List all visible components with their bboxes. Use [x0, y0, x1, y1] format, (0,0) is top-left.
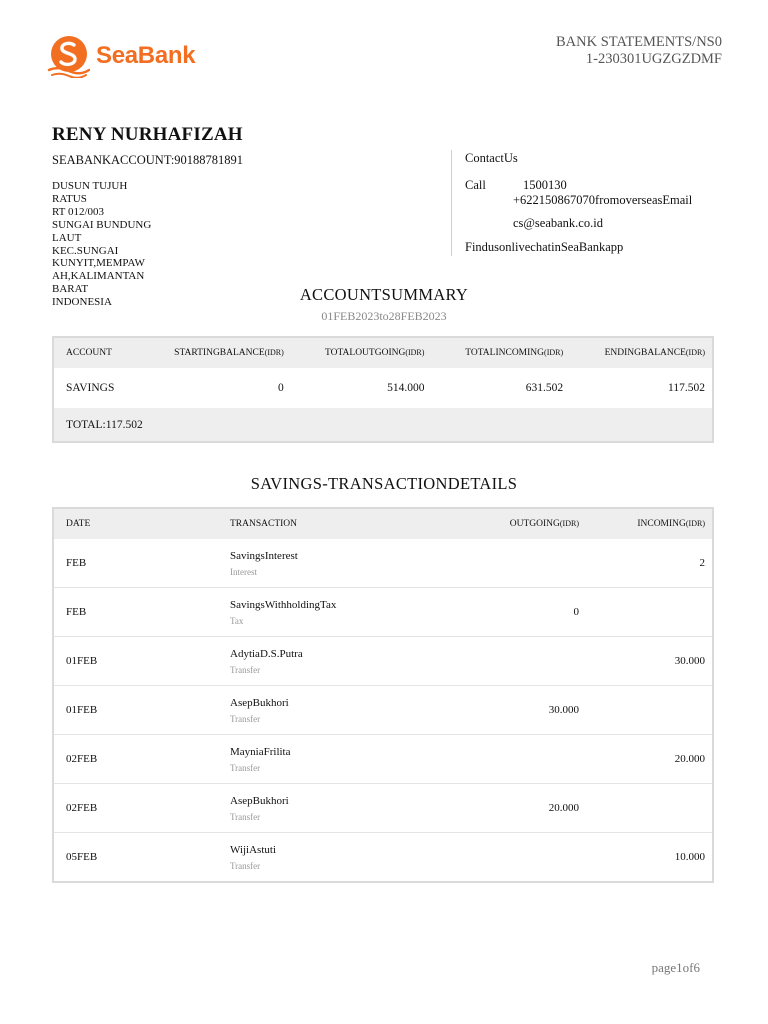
details-title: SAVINGS-TRANSACTIONDETAILS — [250, 474, 518, 493]
tx-type: Transfer — [230, 860, 261, 871]
table-row — [54, 833, 712, 882]
tx-name: AsepBukhori — [230, 696, 289, 709]
tx-outgoing — [437, 735, 609, 784]
address-line: RT 012/003 — [52, 205, 105, 218]
starting-balance: 0 — [278, 382, 284, 394]
tx-outgoing: 20.000 — [437, 784, 609, 833]
address-line: INDONESIA — [52, 296, 112, 309]
tx-date: 01FEB — [54, 686, 223, 735]
col-transaction: TRANSACTION — [223, 509, 437, 539]
contact-divider — [451, 150, 452, 256]
address-line: SUNGAI BUNDUNG — [52, 218, 152, 231]
address-line: BARAT — [52, 283, 89, 296]
transaction-details-table — [52, 507, 714, 883]
tx-description — [223, 539, 437, 588]
col-account: ACCOUNT — [54, 338, 138, 368]
customer-name: RENY NURHAFIZAH — [52, 124, 243, 145]
table-row — [54, 539, 712, 588]
table-row — [54, 735, 712, 784]
tx-incoming: 30.000 — [609, 637, 712, 686]
tx-type: Interest — [230, 566, 257, 577]
account-number: SEABANKACCOUNT:90188781891 — [52, 153, 244, 167]
tx-outgoing: 30.000 — [437, 686, 609, 735]
address-line: AH,KALIMANTAN — [52, 270, 145, 283]
col-incoming: INCOMING(IDR) — [609, 509, 712, 539]
tx-outgoing: 0 — [437, 588, 609, 637]
call-overseas: +622150867070fromoverseasEmail — [513, 193, 693, 207]
tx-incoming — [609, 784, 712, 833]
tx-outgoing — [437, 637, 609, 686]
tx-name: SavingsInterest — [230, 549, 298, 562]
call-number: 1500130 — [523, 178, 567, 192]
tx-description — [223, 784, 437, 833]
statement-id: BANK STATEMENTS/NS01-230301UGZGZDMF — [555, 34, 722, 67]
address-line: KEC.SUNGAI — [52, 244, 119, 257]
summary-total-row — [54, 408, 712, 441]
tx-date: FEB — [54, 588, 223, 637]
summary-title: ACCOUNTSUMMARY — [299, 285, 469, 304]
tx-incoming: 20.000 — [609, 735, 712, 784]
summary-header-row — [54, 338, 712, 368]
tx-name: AdytiaD.S.Putra — [230, 647, 303, 660]
col-total-outgoing: TOTALOUTGOING(IDR) — [291, 338, 432, 368]
tx-incoming — [609, 588, 712, 637]
account-type: SAVINGS — [66, 382, 115, 394]
tx-description — [223, 735, 437, 784]
tx-type: Transfer — [230, 664, 261, 675]
tx-type: Transfer — [230, 811, 261, 822]
tx-date: 02FEB — [54, 784, 223, 833]
tx-type: Transfer — [230, 762, 261, 773]
tx-date: FEB — [66, 557, 87, 569]
contact-email[interactable]: cs@seabank.co.id — [513, 216, 603, 230]
table-row — [54, 588, 712, 637]
tx-incoming: 2 — [699, 557, 705, 569]
summary-period: 01FEB2023to28FEB2023 — [321, 309, 447, 323]
tx-date: 01FEB — [54, 637, 223, 686]
call-label: Call — [465, 178, 486, 192]
address-line: RATUS — [52, 192, 87, 205]
tx-outgoing — [437, 833, 609, 882]
tx-name: MayniaFrilita — [230, 745, 291, 758]
table-row — [54, 784, 712, 833]
tx-date: 02FEB — [54, 735, 223, 784]
ending-balance: 117.502 — [668, 382, 705, 394]
tx-incoming: 10.000 — [609, 833, 712, 882]
tx-type: Tax — [230, 615, 244, 626]
total-outgoing: 514.000 — [387, 382, 425, 394]
table-row — [54, 637, 712, 686]
tx-description — [223, 588, 437, 637]
contact-title: ContactUs — [465, 151, 518, 165]
col-total-incoming: TOTALINCOMING(IDR) — [431, 338, 570, 368]
tx-description — [223, 833, 437, 882]
tx-description — [223, 637, 437, 686]
account-summary-table — [52, 336, 714, 443]
brand-name: SeaBank — [96, 42, 196, 69]
tx-incoming — [609, 686, 712, 735]
seabank-logo — [46, 34, 195, 78]
tx-name: WijiAstuti — [230, 843, 277, 856]
tx-name: AsepBukhori — [230, 794, 289, 807]
tx-outgoing — [437, 539, 609, 588]
table-row — [54, 368, 712, 408]
tx-description — [223, 686, 437, 735]
page-number: page1of6 — [651, 960, 700, 975]
details-header-row — [54, 509, 712, 539]
tx-type: Transfer — [230, 713, 261, 724]
total-incoming: 631.502 — [525, 382, 564, 394]
address-line: LAUT — [52, 231, 82, 244]
tx-name: SavingsWithholdingTax — [230, 598, 337, 611]
address-line: DUSUN TUJUH — [52, 180, 128, 192]
summary-total: TOTAL:117.502 — [54, 408, 712, 441]
col-ending-balance: ENDINGBALANCE(IDR) — [570, 338, 712, 368]
col-date: DATE — [54, 509, 223, 539]
address-line: KUNYIT,MEMPAW — [52, 257, 145, 270]
col-starting-balance: STARTINGBALANCE(IDR) — [138, 338, 291, 368]
livechat-text: FindusonlivechatinSeaBankapp — [465, 240, 624, 254]
table-row — [54, 686, 712, 735]
seabank-logo-icon — [46, 34, 92, 78]
tx-date: 05FEB — [54, 833, 223, 882]
col-outgoing: OUTGOING(IDR) — [437, 509, 609, 539]
